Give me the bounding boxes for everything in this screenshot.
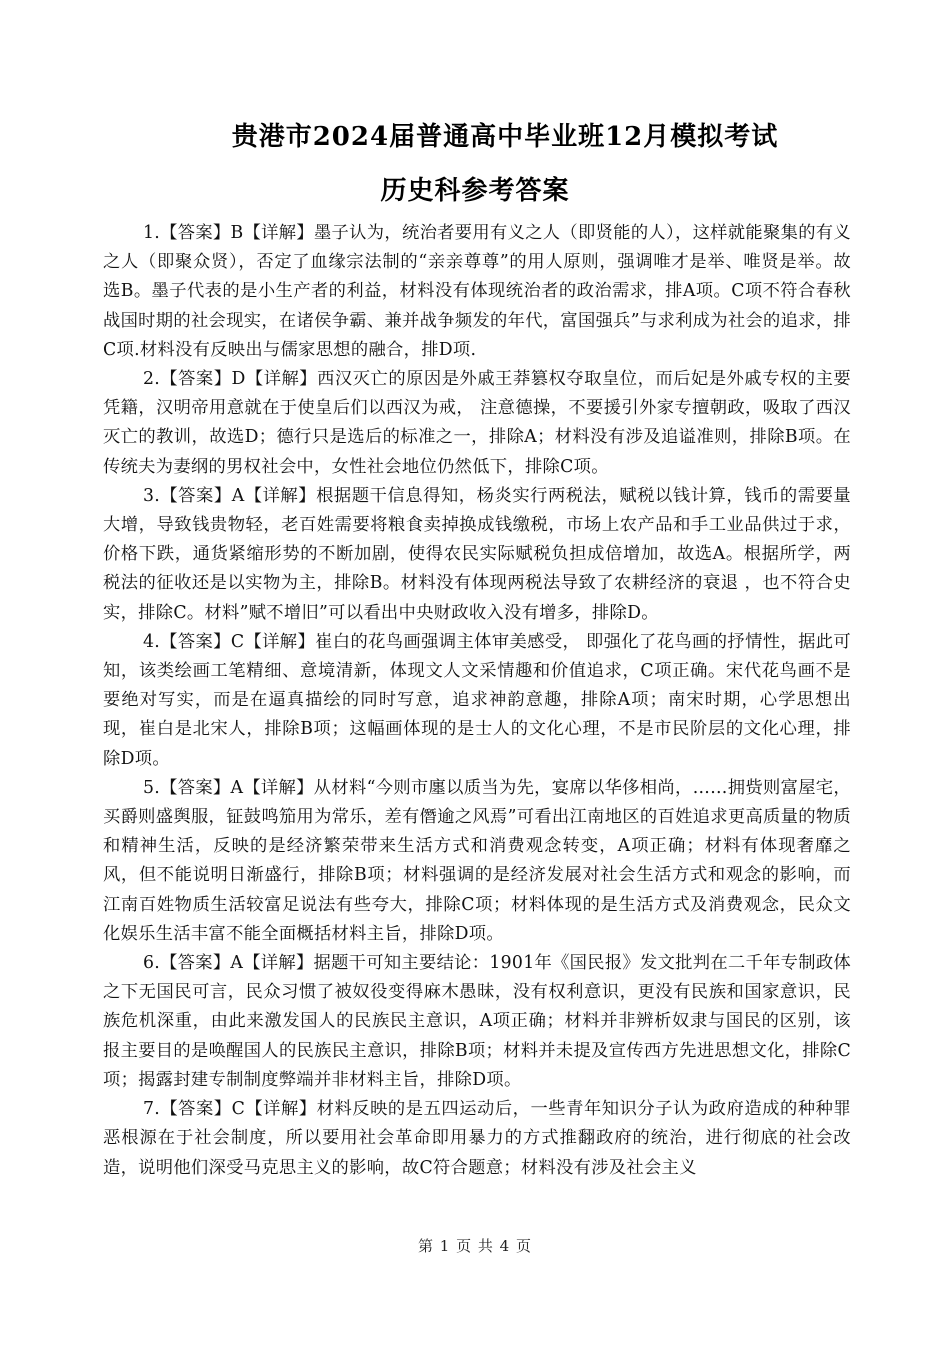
page-footer: 第 1 页 共 4 页: [418, 1237, 532, 1255]
answer-body: [103, 219, 851, 1183]
answer-paragraph-6: 6.【答案】A【详解】据题干可知主要结论：1901年《国民报》发文批判在二千年专制政体之下无国民可言，民众习惯了被奴役变得麻木愚昧，没有权利意识，更没有民族和国家意识，民族危机深重，由此来激发国人的民族民主意识，A项正确；材料并非辨析奴隶与国民的区别，该报主要目的是唤醒国人的民族民主意识，排除B项；材料并未提及宣传西方先进思想文化，排除C项；揭露封建专制制度弊端并非材料主旨，排除D项。: [103, 953, 851, 1090]
document-title: 贵港市2024届普通高中毕业班12月模拟考试: [231, 122, 779, 152]
answer-paragraph-7: 7.【答案】C【详解】材料反映的是五四运动后，一些青年知识分子认为政府造成的种种罪恶根源在于社会制度，所以要用社会革命即用暴力的方式推翻政府的统治，进行彻底的社会改造，说明他们深受马克思主义的影响，故C符合题意；材料没有涉及社会主义: [103, 1099, 851, 1178]
answer-paragraph-4: 4.【答案】C【详解】崔白的花鸟画强调主体审美感受， 即强化了花鸟画的抒情性，据此可知，该类绘画工笔精细、意境清新，体现文人文采情趣和价值追求，C项正确。宋代花鸟画不是要绝对写实，而是在逼真描绘的同时写意，追求神韵意趣，排除A项；南宋时期，心学思想出现，崔白是北宋人，排除B项；这幅画体现的是士人的文化心理，不是市民阶层的文化心理，排除D项。: [103, 631, 851, 769]
answer-paragraph-2: 2.【答案】D【详解】西汉灭亡的原因是外戚王莽篡权夺取皇位，而后妃是外戚专权的主要凭籍，汉明帝用意就在于使皇后们以西汉为戒， 注意德操，不要援引外家专擅朝政，吸取了西汉灭亡的教训，故选D；德行只是选后的标准之一，排除A；材料没有涉及追谥准则，排除B项。在传统夫为妻纲的男权社会中，女性社会地位仍然低下，排除C项。: [103, 369, 851, 477]
answer-paragraph-3: 3.【答案】A【详解】根据题干信息得知，杨炎实行两税法，赋税以钱计算，钱币的需要量大增，导致钱贵物轻，老百姓需要将粮食卖掉换成钱缴税，市场上农产品和手工业品供过于求，价格下跌，通货紧缩形势的不断加剧，使得农民实际赋税负担成倍增加，故选A。根据所学，两税法的征收还是以实物为主，排除B。材料没有体现两税法导致了农耕经济的衰退 ，也不符合史实，排除C。材料”赋不增旧”可以看出中央财政收入没有增多，排除D。: [103, 485, 851, 623]
document-subtitle: 历史科参考答案: [380, 176, 570, 206]
answer-paragraph-5: 5.【答案】A【详解】从材料“今则市廛以质当为先，宴席以华侈相尚，……拥赀则富屋宅，买爵则盛舆服，钲鼓鸣笳用为常乐，差有僭逾之风焉”可看出江南地区的百姓追求更高质量的物质和精神生活，反映的是经济繁荣带来生活方式和消费观念转变，A项正确；材料有体现奢靡之风，但不能说明日渐盛行，排除B项；材料强调的是经济发展对社会生活方式和观念的影响，而江南百姓物质生活较富足说法有些夸大，排除C项；材料体现的是生活方式及消费观念，民众文化娱乐生活丰富不能全面概括材料主旨，排除D项。: [103, 777, 851, 944]
answer-paragraph-1: 1.【答案】B【详解】墨子认为，统治者要用有义之人（即贤能的人），这样就能聚集的有义之人（即聚众贤），否定了血缘宗法制的“亲亲尊尊”的用人原则，强调唯才是举、唯贤是举。故选B。墨子代表的是小生产者的利益，材料没有体现统治者的政治需求，排A项。C项不符合春秋战国时期的社会现实，在诸侯争霸、兼并战争频发的年代，富国强兵”与求利成为社会的追求，排C项.材料没有反映出与儒家思想的融合，排D项.: [103, 223, 851, 360]
